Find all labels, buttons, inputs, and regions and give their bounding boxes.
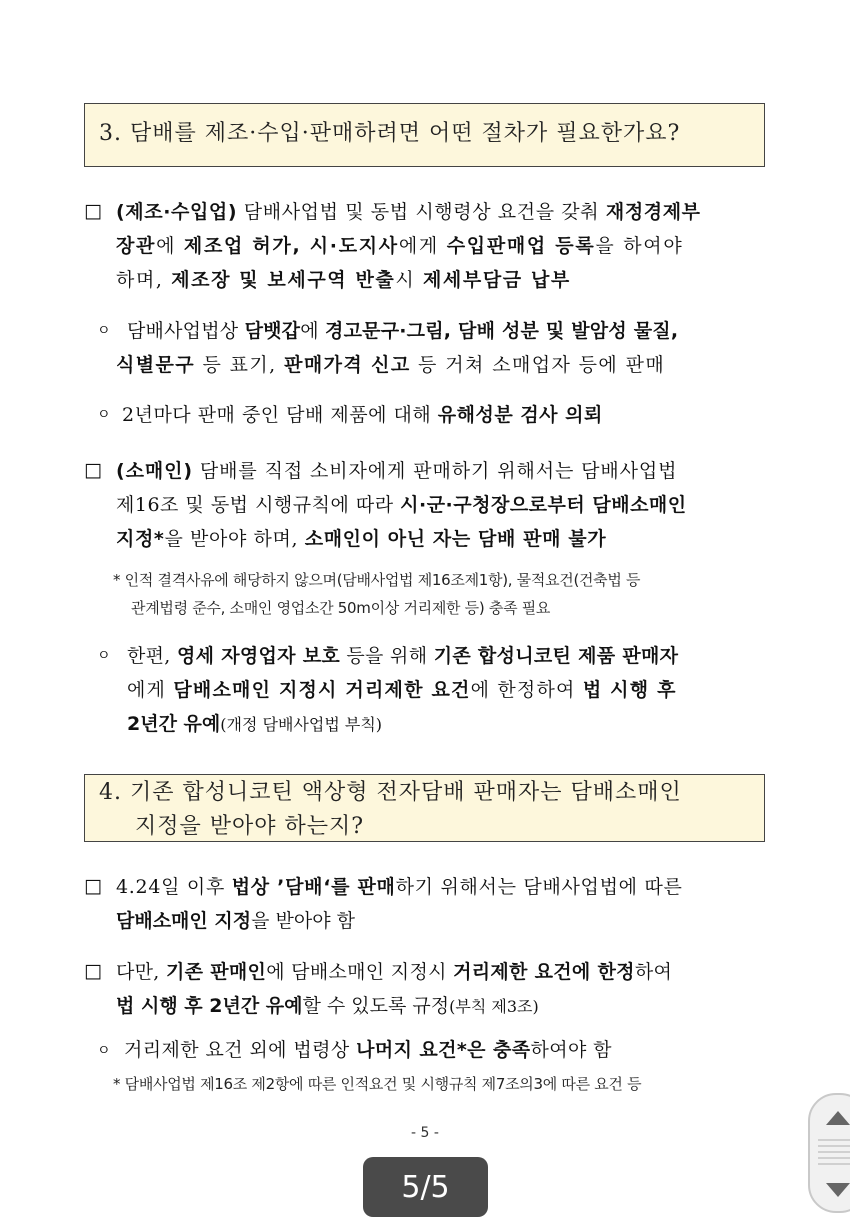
bold-text: 지정* — [116, 528, 165, 550]
bold-text: 담배소매인 지정 — [116, 910, 252, 932]
text: (개정 담배사업법 부칙) — [220, 715, 383, 734]
text: 담배를 직접 소비자에게 판매하기 위해서는 담배사업법 — [192, 460, 678, 482]
text-line — [127, 709, 382, 736]
footnote-line: 관계법령 준수, 소매인 영업소간 50m이상 거리제한 등) 충족 필요 — [131, 599, 551, 617]
text-line — [124, 1035, 612, 1062]
square-bullet: □ — [84, 459, 102, 481]
page-indicator: 5/5 — [363, 1157, 488, 1217]
page-scroll-control[interactable] — [808, 1093, 850, 1213]
bold-text: 영세 자영업자 보호 — [177, 645, 341, 667]
bold-text: (소매인) — [116, 460, 193, 482]
text: 등을 위해 — [340, 645, 434, 667]
bold-text: 법상 ’담배‘를 판매 — [231, 876, 396, 898]
text: 에 — [156, 235, 184, 257]
text: 하여 — [634, 961, 673, 983]
text: 에게 — [398, 235, 447, 257]
text-line — [116, 957, 672, 984]
text: 거리제한 요건 외에 법령상 — [124, 1039, 357, 1061]
grip-line — [818, 1139, 850, 1141]
bold-text: 기존 합성니코틴 제품 판매자 — [433, 645, 679, 667]
text-line — [116, 231, 683, 258]
bold-text: 기존 판매인 — [166, 961, 267, 983]
bold-text: 법 시행 후 — [582, 679, 677, 701]
bold-text: 재정경제부 — [605, 201, 701, 223]
section-3-title: 3. 담배를 제조·수입·판매하려면 어떤 절차가 필요한가요? — [99, 121, 681, 146]
bold-text: 제세부담금 납부 — [422, 269, 571, 291]
text: (부칙 제3조) — [449, 997, 539, 1016]
text: 할 수 있도록 규정 — [302, 995, 450, 1017]
grip-line — [818, 1163, 850, 1165]
text: 에 — [300, 320, 326, 342]
bold-text: 거리제한 요건에 한정 — [453, 961, 635, 983]
text-line — [116, 197, 701, 224]
bold-text: 법 시행 후 2년간 유예 — [116, 995, 303, 1017]
bold-text: 판매가격 신고 — [284, 354, 411, 376]
bold-text: (제조·수입업) — [116, 201, 238, 223]
footnote-line: * 인적 결격사유에 해당하지 않으며(담배사업법 제16조제1항), 물적요건(건축법 등 — [113, 571, 641, 589]
grip-line — [818, 1157, 850, 1159]
section-4-title-line: 지정을 받아야 하는지? — [135, 814, 365, 839]
text: 에 한정하여 — [470, 679, 583, 701]
bold-text: 담뱃갑 — [244, 320, 301, 342]
text: 다만, — [116, 961, 166, 983]
text: 한편, — [127, 645, 177, 667]
text: 2년마다 판매 중인 담배 제품에 대해 — [122, 404, 438, 426]
arrow-up-icon[interactable] — [826, 1111, 850, 1125]
text-line — [116, 350, 665, 377]
section-3-title-box — [84, 103, 765, 167]
text: 4.24일 이후 — [116, 876, 232, 898]
square-bullet: □ — [84, 875, 102, 897]
text: 에게 — [127, 679, 174, 701]
bold-text: 소매인이 아닌 자는 담배 판매 불가 — [304, 528, 607, 550]
text: 등 표기, — [195, 354, 285, 376]
bold-text: 담배소매인 지정시 거리제한 요건 — [173, 679, 471, 701]
text: 제16조 및 동법 시행규칙에 따라 — [116, 494, 401, 516]
bold-text: 식별문구 — [116, 354, 196, 376]
bold-text: 유해성분 검사 의뢰 — [437, 404, 603, 426]
text-line — [116, 991, 539, 1018]
circle-bullet: ㅇ — [97, 648, 111, 664]
text: 을 하여야 — [595, 235, 684, 257]
text: 에 담배소매인 지정시 — [266, 961, 454, 983]
text: 시 — [395, 269, 423, 291]
text-line — [116, 906, 355, 933]
text-line — [116, 872, 683, 899]
circle-bullet: ㅇ — [97, 323, 111, 339]
text-line — [116, 265, 571, 292]
section-4-title-box — [84, 774, 765, 842]
grip-line — [818, 1145, 850, 1147]
text-line — [127, 675, 677, 702]
grip-line — [818, 1151, 850, 1153]
bold-text: 나머지 요건*은 충족 — [356, 1039, 531, 1061]
bold-text: 2년간 유예 — [127, 713, 221, 735]
square-bullet: □ — [84, 200, 102, 222]
text-line — [116, 490, 687, 517]
text-line — [116, 524, 606, 551]
circle-bullet: ㅇ — [97, 407, 111, 423]
bold-text: 수입판매업 등록 — [446, 235, 596, 257]
text-line — [116, 456, 677, 483]
text: 담배사업법상 — [127, 320, 245, 342]
circle-bullet: ㅇ — [97, 1043, 111, 1059]
bold-text: 시·군·구청장으로부터 담배소매인 — [400, 494, 687, 516]
text: 을 받아야 하며, — [164, 528, 305, 550]
text-line — [127, 316, 678, 343]
page-number: - 5 - — [411, 1125, 439, 1141]
text-line — [127, 641, 678, 668]
square-bullet: □ — [84, 960, 102, 982]
bold-text: 제조장 및 보세구역 반출 — [171, 269, 396, 291]
bold-text: 장관 — [116, 235, 157, 257]
footnote-line: * 담배사업법 제16조 제2항에 따른 인적요건 및 시행규칙 제7조의3에 따른 요건 등 — [113, 1075, 642, 1093]
text: 을 받아야 함 — [251, 910, 355, 932]
bold-text: 제조업 허가, 시·도지사 — [183, 235, 399, 257]
text: 하며, — [116, 269, 172, 291]
text: 등 거쳐 소매업자 등에 판매 — [410, 354, 666, 376]
arrow-down-icon[interactable] — [826, 1183, 850, 1197]
text: 하기 위해서는 담배사업법에 따른 — [395, 876, 683, 898]
text: 하여야 함 — [530, 1039, 612, 1061]
text-line — [122, 400, 603, 427]
bold-text: 경고문구·그림, 담배 성분 및 발암성 물질, — [325, 320, 679, 342]
text: 담배사업법 및 동법 시행령상 요건을 갖춰 — [237, 201, 606, 223]
section-4-title-line: 4. 기존 합성니코틴 액상형 전자담배 판매자는 담배소매인 — [99, 780, 682, 805]
